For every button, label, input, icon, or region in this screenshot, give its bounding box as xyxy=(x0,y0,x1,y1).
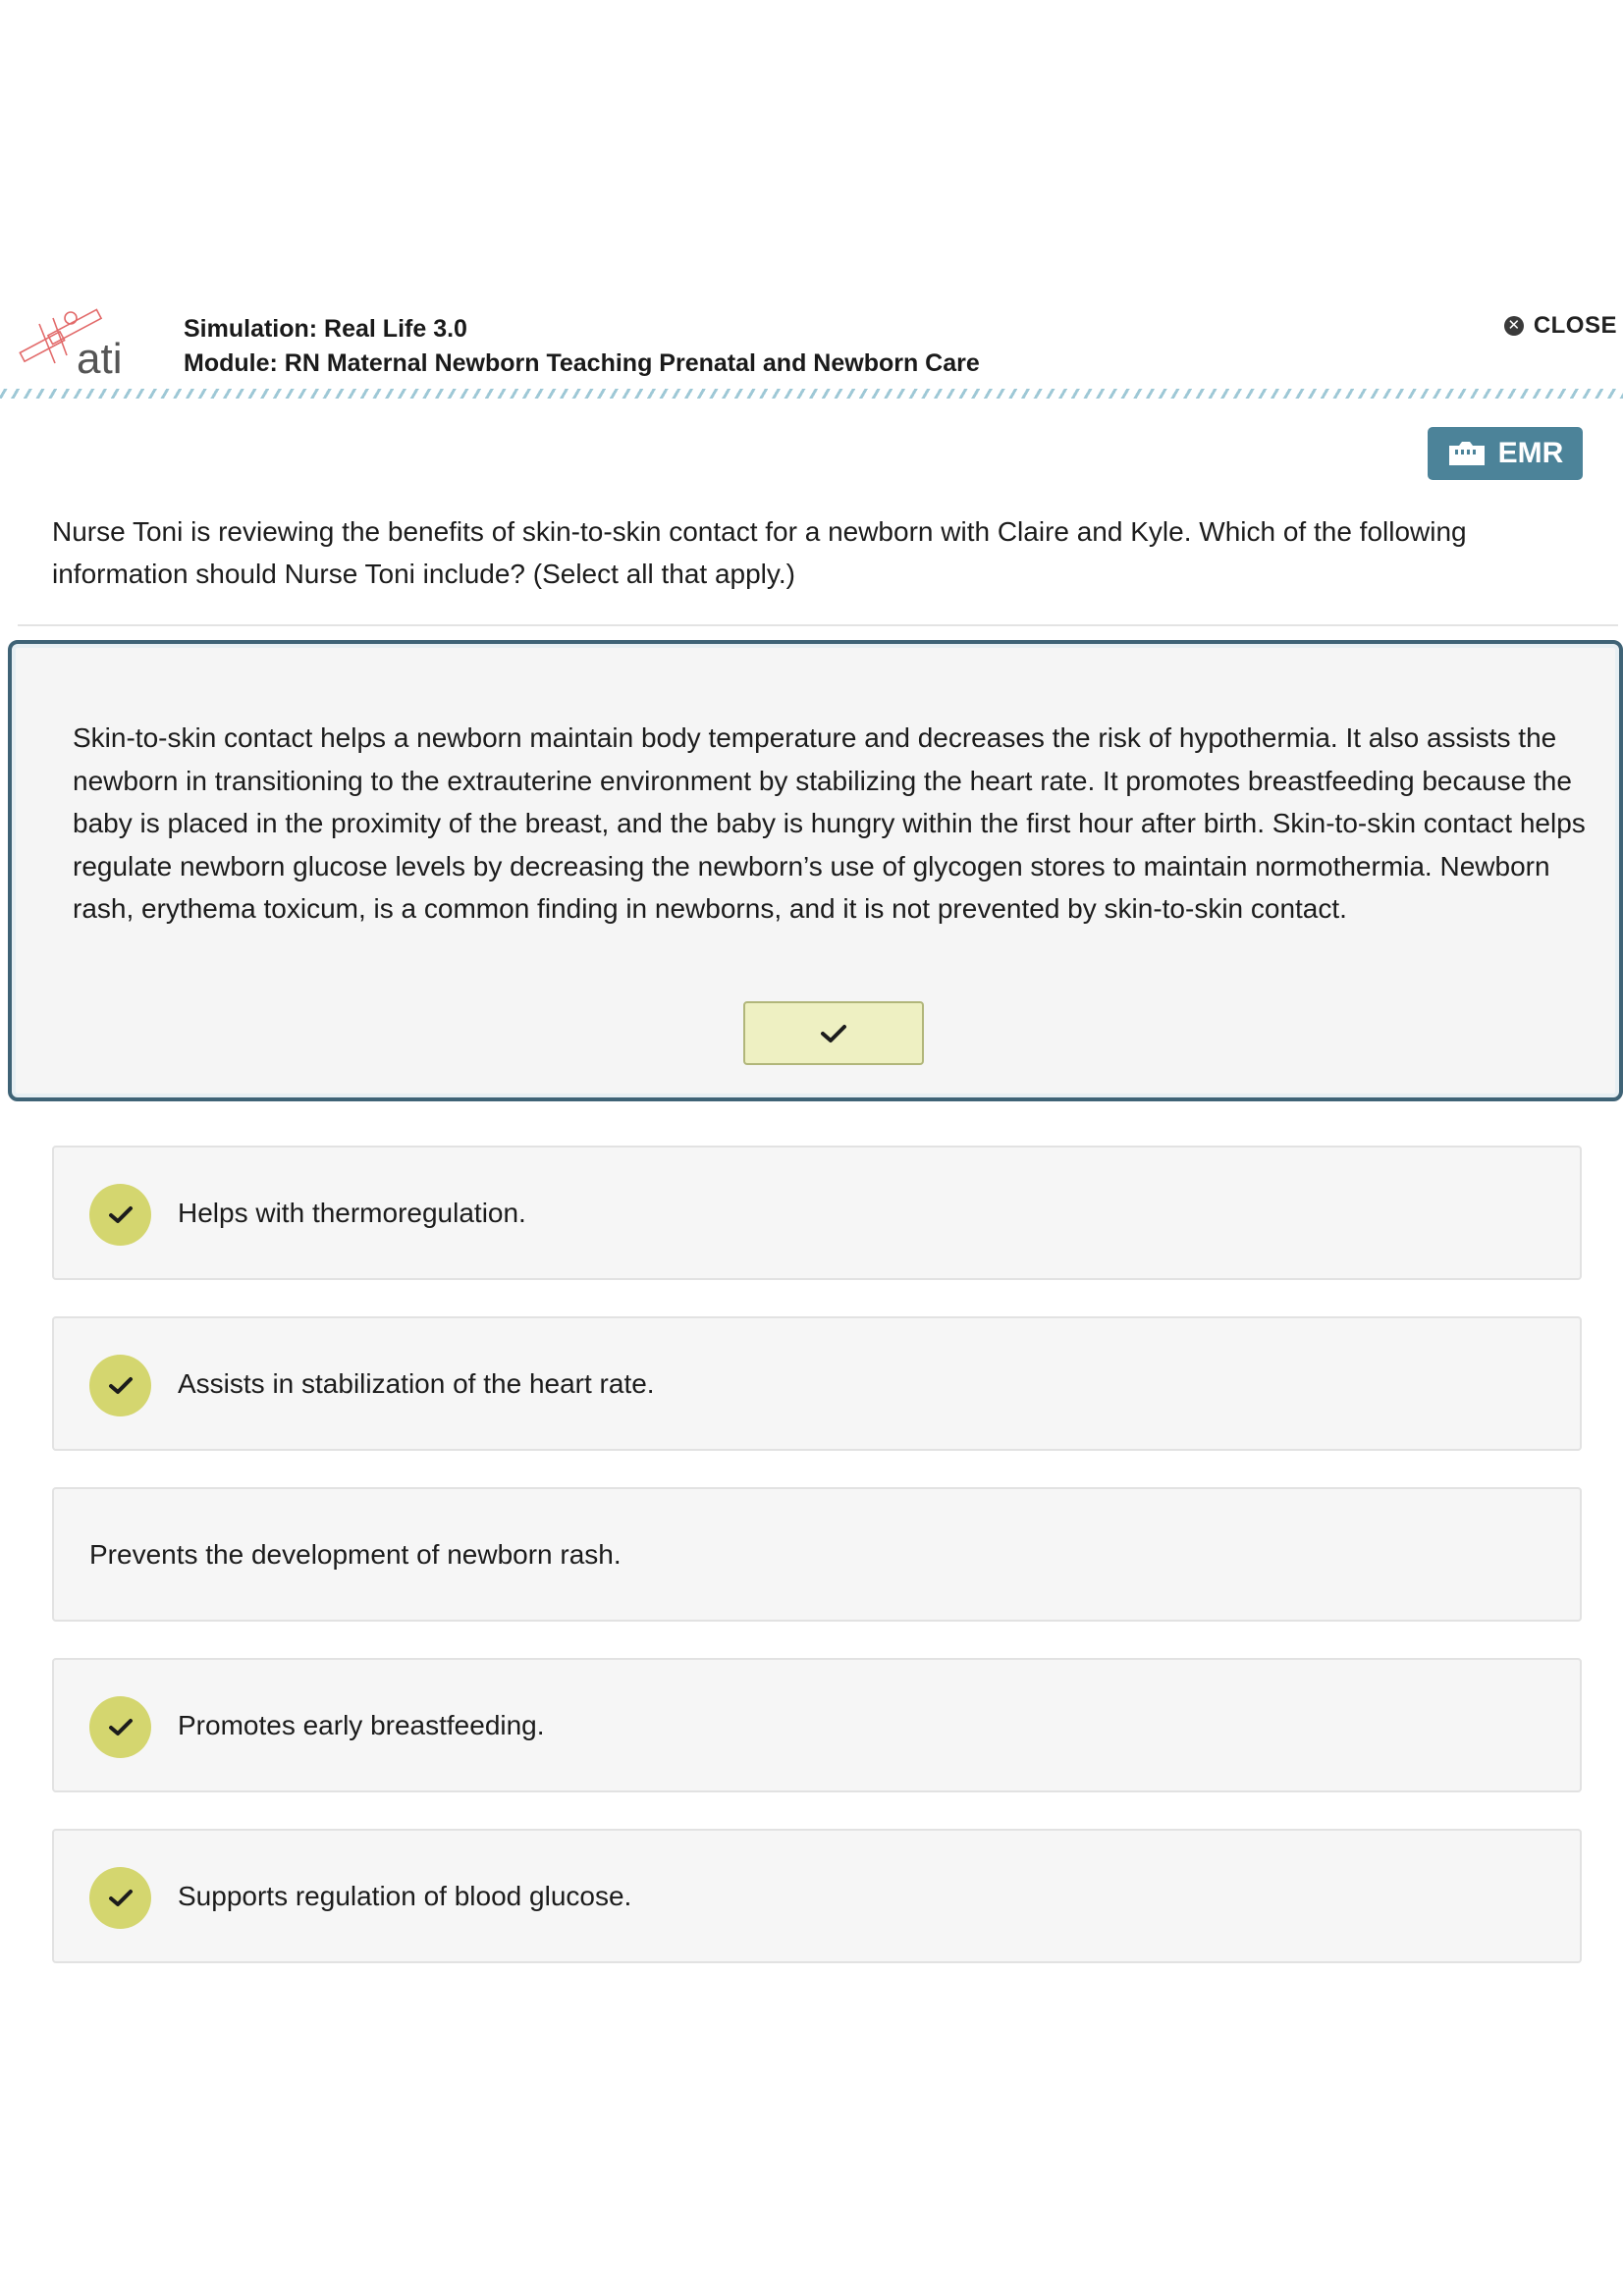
correct-check-icon xyxy=(89,1184,151,1246)
close-label: CLOSE xyxy=(1533,312,1617,339)
close-icon: ✕ xyxy=(1504,316,1524,336)
close-button[interactable] xyxy=(1504,312,1617,340)
answer-option-label: Helps with thermoregulation. xyxy=(178,1197,526,1228)
rationale-text: Skin-to-skin contact helps a newborn maintain body temperature and decreases the risk of hypothermia. It also assists the newborn in transitioning to the extrauterine environment by stabilizing the heart rate. It promotes breastfeeding because the baby is placed in the proximity of the breast, and the baby is hungry within the first hour after birth. Skin-to-skin contact helps regulate newborn glucose levels by decreasing the newborn’s use of glycogen stores to maintain normothermia. Newborn rash, erythema toxicum, is a common finding in newborns, and it is not prevented by skin-to-skin contact. xyxy=(73,722,1586,924)
answer-option[interactable] xyxy=(52,1658,1582,1792)
answer-option[interactable] xyxy=(52,1829,1582,1963)
folder-icon xyxy=(1447,440,1487,467)
simulation-title: Simulation: Real Life 3.0 xyxy=(184,315,467,343)
question-text: Nurse Toni is reviewing the benefits of skin-to-skin contact for a newborn with Claire and Kyle. Which of the following information should Nurse Toni include? (Select all that apply.) xyxy=(52,516,1467,589)
emr-label: EMR xyxy=(1497,437,1564,469)
answer-option[interactable] xyxy=(52,1487,1582,1622)
answer-option[interactable] xyxy=(52,1146,1582,1280)
answer-options xyxy=(52,1146,1582,2000)
header-divider xyxy=(0,389,1623,399)
confirm-check-button[interactable] xyxy=(743,1001,924,1065)
answer-option-label: Assists in stabilization of the heart rate. xyxy=(178,1367,655,1399)
question-divider xyxy=(18,624,1618,626)
module-title: Module: RN Maternal Newborn Teaching Prenatal and Newborn Care xyxy=(184,349,980,377)
emr-button[interactable] xyxy=(1428,427,1583,480)
correct-check-icon xyxy=(89,1696,151,1758)
correct-check-icon xyxy=(89,1867,151,1929)
checkmark-icon xyxy=(820,1023,847,1044)
answer-option-label: Prevents the development of newborn rash. xyxy=(89,1538,622,1570)
correct-check-icon xyxy=(89,1355,151,1416)
answer-option-label: Supports regulation of blood glucose. xyxy=(178,1880,632,1911)
answer-option[interactable] xyxy=(52,1316,1582,1451)
answer-option-label: Promotes early breastfeeding. xyxy=(178,1709,545,1740)
rationale-panel xyxy=(8,640,1623,1101)
logo-text: ati xyxy=(77,335,123,383)
header-titles xyxy=(184,312,980,381)
ati-logo xyxy=(14,304,151,383)
header-bar xyxy=(0,294,1623,402)
